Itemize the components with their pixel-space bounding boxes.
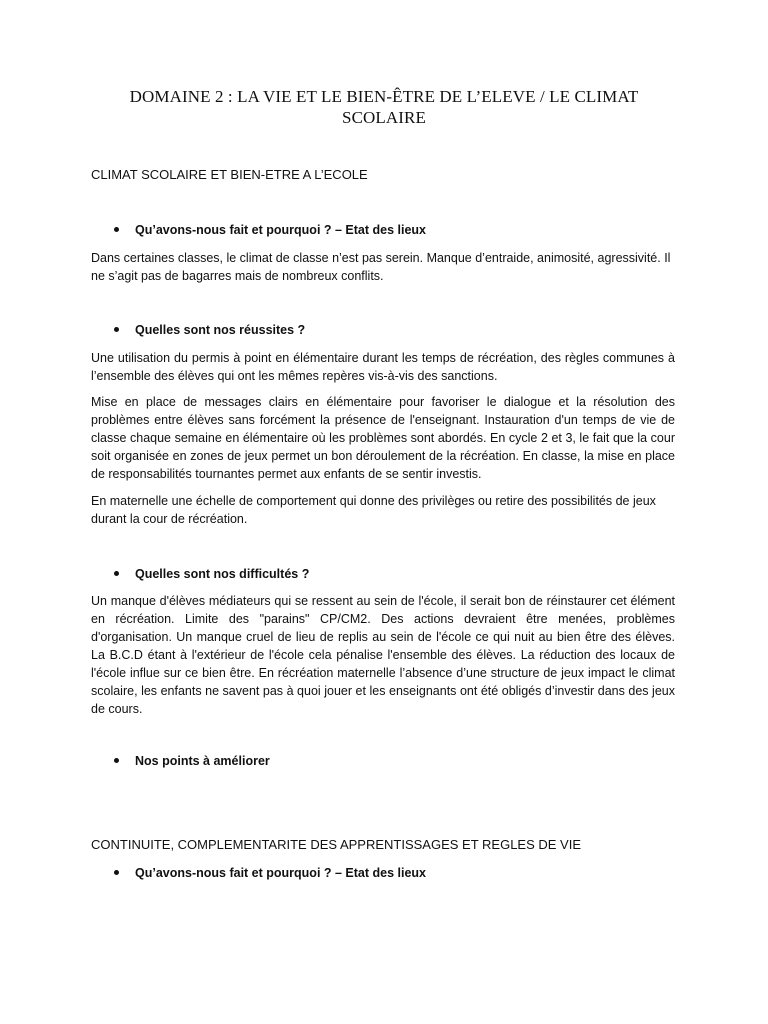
bullet-dot-icon: [114, 227, 119, 232]
bullet-etat-des-lieux-label: Qu’avons-nous fait et pourquoi ? – Etat des lieux: [135, 223, 427, 237]
bullet-dot-icon: [114, 870, 119, 875]
document-title: [90, 86, 678, 128]
bullet-dot-icon: [114, 571, 119, 576]
paragraph-difficultes: Un manque d'élèves médiateurs qui se ressent au sein de l'école, il serait bon de réinstaurer cet élément en récréation. Limite des "parains" CP/CM2. Des actions devraient être menées, problèmes d'organisation. Un manque cruel de lieu de replis au sein de l'école ce qui nuit au bien être des élèves. La B.C.D étant à l'extérieur de l'école cela pénalise l'ensemble des élèves. La réduction des locaux de l'école influe sur ce bien être. En récréation maternelle l’absence d’une structure de jeux impact le climat scolaire, les enfants ne savent pas à quoi jouer et les enseignants ont été obligés d’investir dans des jeux de cours.: [91, 594, 675, 716]
section-heading-continuite: CONTINUITE, COMPLEMENTARITE DES APPRENTISSAGES ET REGLES DE VIE: [91, 837, 582, 852]
bullet-difficultes-label: Quelles sont nos difficultés ?: [135, 567, 310, 581]
paragraph-etat-des-lieux: Dans certaines classes, le climat de classe n’est pas serein. Manque d’entraide, animosité, agressivité. Il ne s’agit pas de bagarres mais de nombreux conflits.: [91, 251, 671, 283]
paragraph-reussites-1: Une utilisation du permis à point en élémentaire durant les temps de récréation, des règles communes à l’ensemble des élèves qui ont les mêmes repères vis-à-vis des sanctions.: [91, 351, 675, 383]
bullet-points-a-ameliorer: [114, 752, 270, 770]
bullet-reussites-label: Quelles sont nos réussites ?: [135, 323, 306, 337]
document-title-line2: SCOLAIRE: [342, 108, 426, 127]
paragraph-reussites-2: Mise en place de messages clairs en élémentaire pour favoriser le dialogue et la résolution des problèmes entre élèves sans forcément la présence de l'enseignant. Instauration d'un temps de vie de classe chaque semaine en élémentaire où les problèmes sont abordés. En cycle 2 et 3, le fait que la cour soit organisée en zones de jeux permet un bon déroulement de la récréation. En classe, la mise en place de responsabilités tournantes permet aux enfants de se sentir investis.: [91, 395, 675, 481]
document-title-line1: DOMAINE 2 : LA VIE ET LE BIEN-ÊTRE DE L’ELEVE / LE CLIMAT: [129, 87, 639, 106]
bullet-etat-des-lieux-2-label: Qu’avons-nous fait et pourquoi ? – Etat des lieux: [135, 866, 427, 880]
bullet-points-a-ameliorer-label: Nos points à améliorer: [135, 754, 270, 768]
section-heading-climat-scolaire: CLIMAT SCOLAIRE ET BIEN-ETRE A L’ECOLE: [91, 167, 368, 182]
paragraph-reussites-3: En maternelle une échelle de comportement qui donne des privilèges ou retire des possibilités de jeux durant la cour de récréation.: [91, 494, 656, 526]
bullet-difficultes: [114, 565, 309, 583]
bullet-etat-des-lieux: [114, 221, 426, 239]
bullet-reussites: [114, 321, 305, 339]
bullet-etat-des-lieux-2: [114, 864, 426, 882]
bullet-dot-icon: [114, 758, 119, 763]
bullet-dot-icon: [114, 327, 119, 332]
